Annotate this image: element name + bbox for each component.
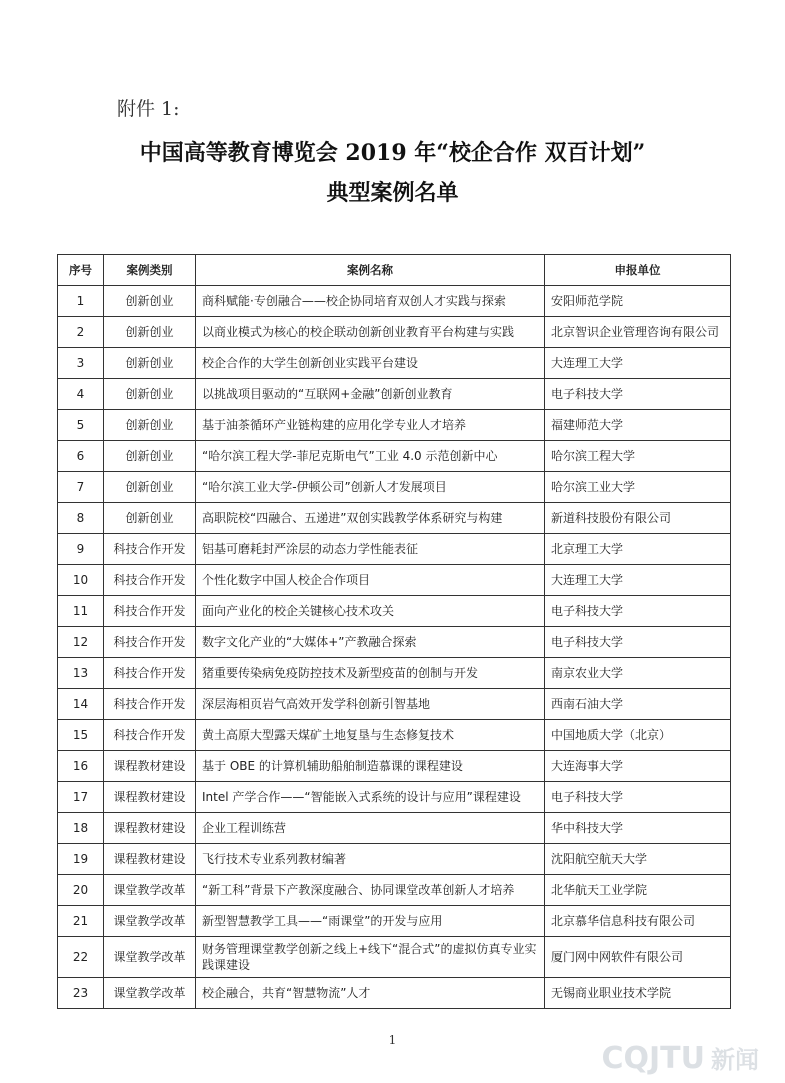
cell-org: 南京农业大学 xyxy=(545,658,731,689)
header-name: 案例名称 xyxy=(196,255,545,286)
cell-org: 中国地质大学（北京） xyxy=(545,720,731,751)
table-row xyxy=(58,875,731,906)
cell-category: 创新创业 xyxy=(104,379,196,410)
cell-category: 科技合作开发 xyxy=(104,689,196,720)
cell-index: 2 xyxy=(58,317,104,348)
cell-org: 华中科技大学 xyxy=(545,813,731,844)
cell-name: Intel 产学合作——“智能嵌入式系统的设计与应用”课程建设 xyxy=(196,782,545,813)
table-row xyxy=(58,379,731,410)
cell-category: 课堂教学改革 xyxy=(104,875,196,906)
watermark-sub: 新闻 xyxy=(711,1046,759,1074)
cell-org: 西南石油大学 xyxy=(545,689,731,720)
cell-org: 北华航天工业学院 xyxy=(545,875,731,906)
cell-index: 22 xyxy=(58,937,104,978)
cell-category: 课堂教学改革 xyxy=(104,906,196,937)
cell-index: 23 xyxy=(58,978,104,1009)
cell-category: 科技合作开发 xyxy=(104,565,196,596)
cell-org: 福建师范大学 xyxy=(545,410,731,441)
table-row xyxy=(58,472,731,503)
cell-name: 新型智慧教学工具——“雨课堂”的开发与应用 xyxy=(196,906,545,937)
cell-index: 16 xyxy=(58,751,104,782)
cell-org: 北京慕华信息科技有限公司 xyxy=(545,906,731,937)
cell-category: 创新创业 xyxy=(104,472,196,503)
cell-name: 数字文化产业的“大媒体+”产教融合探索 xyxy=(196,627,545,658)
cell-index: 12 xyxy=(58,627,104,658)
cell-category: 创新创业 xyxy=(104,503,196,534)
cell-index: 7 xyxy=(58,472,104,503)
document-title-line2: 典型案例名单 xyxy=(326,180,459,206)
cell-name: 商科赋能·专创融合——校企协同培育双创人才实践与探索 xyxy=(196,286,545,317)
table-row xyxy=(58,565,731,596)
cell-org: 大连理工大学 xyxy=(545,348,731,379)
cell-index: 8 xyxy=(58,503,104,534)
cell-name: 深层海相页岩气高效开发学科创新引智基地 xyxy=(196,689,545,720)
table-header-row xyxy=(58,255,731,286)
cell-org: 沈阳航空航天大学 xyxy=(545,844,731,875)
cell-index: 19 xyxy=(58,844,104,875)
cell-name: 面向产业化的校企关键核心技术攻关 xyxy=(196,596,545,627)
page-number: 1 xyxy=(388,1033,397,1047)
cell-org: 北京理工大学 xyxy=(545,534,731,565)
cell-category: 创新创业 xyxy=(104,317,196,348)
cell-category: 创新创业 xyxy=(104,410,196,441)
cell-org: 新道科技股份有限公司 xyxy=(545,503,731,534)
cell-org: 哈尔滨工业大学 xyxy=(545,472,731,503)
cell-category: 科技合作开发 xyxy=(104,627,196,658)
case-list-table xyxy=(57,254,731,1009)
cell-name: 个性化数字中国人校企合作项目 xyxy=(196,565,545,596)
cell-category: 创新创业 xyxy=(104,441,196,472)
cell-index: 15 xyxy=(58,720,104,751)
table-row xyxy=(58,627,731,658)
cell-name: 财务管理课堂教学创新之线上+线下“混合式”的虚拟仿真专业实践课建设 xyxy=(196,937,545,978)
table-row xyxy=(58,720,731,751)
cell-name: 基于油茶循环产业链构建的应用化学专业人才培养 xyxy=(196,410,545,441)
cell-org: 大连理工大学 xyxy=(545,565,731,596)
cell-name: 以挑战项目驱动的“互联网+金融”创新创业教育 xyxy=(196,379,545,410)
table-row xyxy=(58,503,731,534)
cell-category: 创新创业 xyxy=(104,286,196,317)
attachment-label: 附件 1: xyxy=(117,98,180,120)
cell-org: 大连海事大学 xyxy=(545,751,731,782)
cell-index: 1 xyxy=(58,286,104,317)
cell-category: 课堂教学改革 xyxy=(104,978,196,1009)
table-row xyxy=(58,534,731,565)
table-row xyxy=(58,844,731,875)
table-row xyxy=(58,410,731,441)
table-row xyxy=(58,596,731,627)
table-row xyxy=(58,689,731,720)
cell-category: 课程教材建设 xyxy=(104,782,196,813)
document-title-line1: 中国高等教育博览会 2019 年“校企合作 双百计划” xyxy=(139,140,646,166)
cell-name: “哈尔滨工业大学-伊顿公司”创新人才发展项目 xyxy=(196,472,545,503)
cell-org: 电子科技大学 xyxy=(545,596,731,627)
cell-category: 课程教材建设 xyxy=(104,751,196,782)
table-row xyxy=(58,937,731,978)
table-row xyxy=(58,658,731,689)
table-row xyxy=(58,906,731,937)
cell-index: 21 xyxy=(58,906,104,937)
cell-index: 14 xyxy=(58,689,104,720)
cell-name: 校企融合，共育“智慧物流”人才 xyxy=(196,978,545,1009)
cell-index: 10 xyxy=(58,565,104,596)
cell-org: 厦门网中网软件有限公司 xyxy=(545,937,731,978)
cell-name: 飞行技术专业系列教材编著 xyxy=(196,844,545,875)
header-org: 申报单位 xyxy=(545,255,731,286)
cell-category: 科技合作开发 xyxy=(104,534,196,565)
cell-index: 20 xyxy=(58,875,104,906)
watermark-logo xyxy=(601,1040,759,1076)
cell-org: 安阳师范学院 xyxy=(545,286,731,317)
cell-org: 电子科技大学 xyxy=(545,627,731,658)
cell-category: 创新创业 xyxy=(104,348,196,379)
cell-category: 科技合作开发 xyxy=(104,720,196,751)
cell-org: 哈尔滨工程大学 xyxy=(545,441,731,472)
watermark-brand: CQJTU xyxy=(601,1041,705,1076)
cell-category: 科技合作开发 xyxy=(104,596,196,627)
cell-index: 9 xyxy=(58,534,104,565)
table-row xyxy=(58,441,731,472)
cell-name: 黄土高原大型露天煤矿土地复垦与生态修复技术 xyxy=(196,720,545,751)
cell-index: 13 xyxy=(58,658,104,689)
cell-name: 基于 OBE 的计算机辅助船舶制造慕课的课程建设 xyxy=(196,751,545,782)
cell-org: 无锡商业职业技术学院 xyxy=(545,978,731,1009)
cell-name: 以商业模式为核心的校企联动创新创业教育平台构建与实践 xyxy=(196,317,545,348)
table-row xyxy=(58,782,731,813)
cell-name: 校企合作的大学生创新创业实践平台建设 xyxy=(196,348,545,379)
cell-org: 电子科技大学 xyxy=(545,782,731,813)
cell-name: 猪重要传染病免疫防控技术及新型疫苗的创制与开发 xyxy=(196,658,545,689)
cell-category: 课程教材建设 xyxy=(104,844,196,875)
cell-index: 11 xyxy=(58,596,104,627)
cell-index: 18 xyxy=(58,813,104,844)
table-row xyxy=(58,286,731,317)
cell-index: 17 xyxy=(58,782,104,813)
table-row xyxy=(58,813,731,844)
cell-index: 4 xyxy=(58,379,104,410)
cell-name: 高职院校“四融合、五递进”双创实践教学体系研究与构建 xyxy=(196,503,545,534)
cell-index: 5 xyxy=(58,410,104,441)
header-index: 序号 xyxy=(58,255,104,286)
table-row xyxy=(58,751,731,782)
table-row xyxy=(58,317,731,348)
cell-index: 6 xyxy=(58,441,104,472)
cell-name: “哈尔滨工程大学-菲尼克斯电气”工业 4.0 示范创新中心 xyxy=(196,441,545,472)
cell-category: 课堂教学改革 xyxy=(104,937,196,978)
cell-index: 3 xyxy=(58,348,104,379)
cell-name: 铝基可磨耗封严涂层的动态力学性能表征 xyxy=(196,534,545,565)
cell-org: 电子科技大学 xyxy=(545,379,731,410)
cell-name: “新工科”背景下产教深度融合、协同课堂改革创新人才培养 xyxy=(196,875,545,906)
cell-category: 科技合作开发 xyxy=(104,658,196,689)
table-row xyxy=(58,978,731,1009)
cell-org: 北京智识企业管理咨询有限公司 xyxy=(545,317,731,348)
header-category: 案例类别 xyxy=(104,255,196,286)
table-row xyxy=(58,348,731,379)
table-body xyxy=(58,286,731,1009)
cell-name: 企业工程训练营 xyxy=(196,813,545,844)
cell-category: 课程教材建设 xyxy=(104,813,196,844)
